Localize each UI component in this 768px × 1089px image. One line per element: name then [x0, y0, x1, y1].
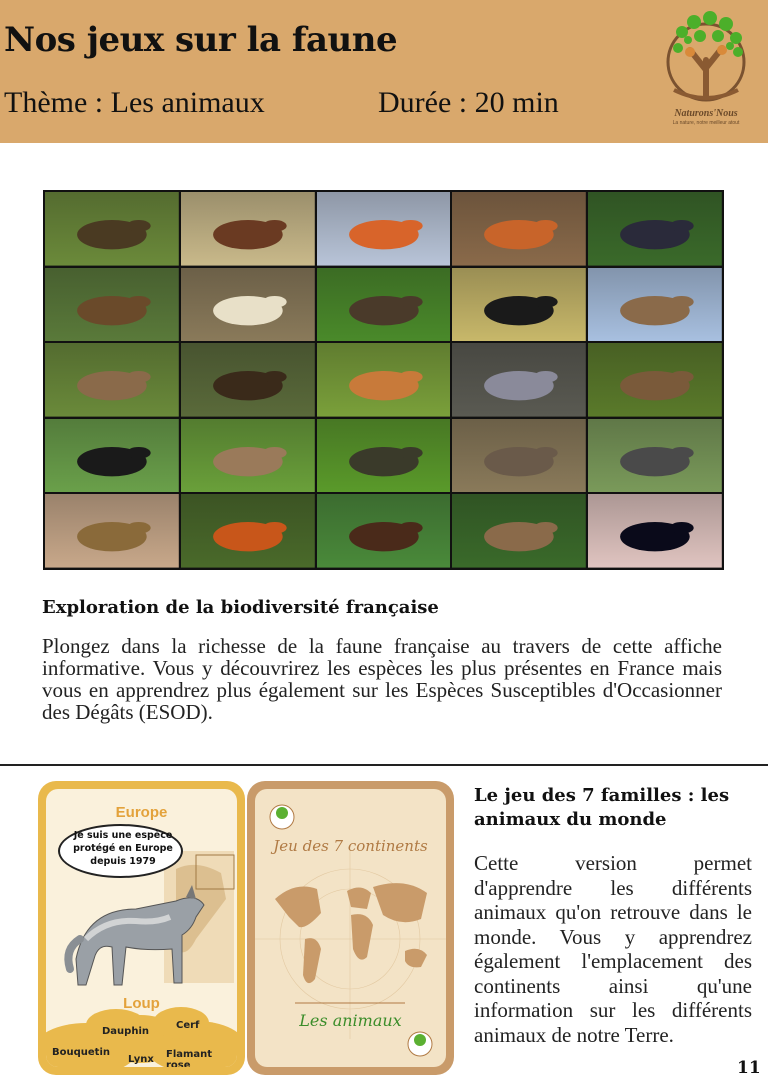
photo-canada-goose [317, 419, 451, 493]
speech-bubble-text: Je suis une espèce protégé en Europe depuis 1979 [73, 830, 173, 867]
section-heading: Exploration de la biodiversité française [42, 597, 439, 618]
card-back-title: Jeu des 7 continents [273, 837, 428, 855]
wildlife-photo-grid [43, 190, 724, 570]
card-front-title: Europe [115, 804, 168, 821]
photo-blackbird [452, 268, 586, 342]
photo-marten [181, 343, 315, 417]
photo-starling [588, 192, 722, 266]
logo-name: Naturons'Nous [674, 108, 738, 119]
cloud-label-cerf: Cerf [176, 1020, 200, 1031]
cloud-label-flamant-rose: Flamant rose [166, 1049, 213, 1067]
photo-muskrat [452, 419, 586, 493]
page-number: 11 [737, 1058, 761, 1078]
section-divider [0, 764, 768, 766]
photo-kestrel [588, 268, 722, 342]
photo-hare [45, 494, 179, 568]
photo-red-squirrel [181, 494, 315, 568]
photo-raccoon [588, 419, 722, 493]
game-card-front [38, 781, 245, 1075]
photo-wood-pigeon [452, 343, 586, 417]
photo-robin [317, 192, 451, 266]
photo-rabbit [181, 419, 315, 493]
photo-wood-mouse [45, 343, 179, 417]
cloud-label-dauphin: Dauphin [102, 1026, 149, 1037]
game-heading: Le jeu des 7 familles : les animaux du monde [474, 785, 730, 830]
card-back-subtitle: Les animaux [299, 1011, 402, 1030]
page-title: Nos jeux sur la faune [4, 20, 398, 60]
cloud-label-bouquetin: Bouquetin [52, 1047, 110, 1058]
duration-label: Durée : 20 min [378, 86, 559, 119]
section-body: Plongez dans la richesse de la faune française au travers de cette affiche informative. Vous y découvrirez les espèces les plus présentes en France mais vous en apprendrez plus également sur les Espèces Susceptibles d'Occasionner des Dégâts (ESOD). [42, 634, 722, 724]
theme-label: Thème : Les animaux [4, 86, 265, 119]
photo-rook [588, 494, 722, 568]
card-front-subtitle: Loup [123, 995, 160, 1012]
photo-hedgehog [588, 343, 722, 417]
photo-coypu [45, 268, 179, 342]
photo-raccoon-dog [317, 268, 451, 342]
photo-wild-boar [45, 192, 179, 266]
photo-red-deer [181, 192, 315, 266]
photo-carrion-crow [45, 419, 179, 493]
logo-tagline: La nature, notre meilleur atout [672, 120, 740, 126]
game-body: Cette version permet d'apprendre les différents animaux qu'on retrouve dans le monde. Vous y apprendrez également l'emplacement des continents ainsi qu'une information sur les différents animaux de notre Terre. [474, 851, 752, 1047]
photo-red-fox [452, 192, 586, 266]
photo-pine-marten [317, 494, 451, 568]
photo-great-tit [181, 268, 315, 342]
game-card-back [247, 781, 454, 1075]
photo-fawn [317, 343, 451, 417]
photo-vole [452, 494, 586, 568]
page-header [0, 0, 768, 143]
cloud-label-lynx: Lynx [128, 1054, 154, 1065]
